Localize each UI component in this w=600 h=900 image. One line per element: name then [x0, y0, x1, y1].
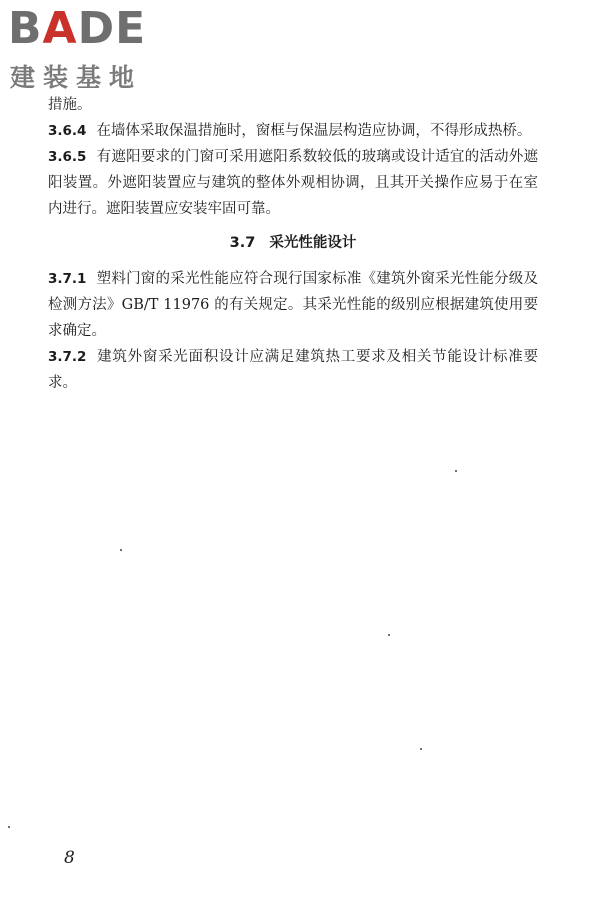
- clause-text: 塑料门窗的采光性能应符合现行国家标准《建筑外窗采光性能分级及检测方法》GB/T 11976 的有关规定。其采光性能的级别应根据建筑使用要求确定。: [48, 271, 538, 339]
- section-heading: [48, 230, 538, 256]
- clause-number: 3.6.5: [48, 149, 87, 165]
- clause-text: 有遮阳要求的门窗可采用遮阳系数较低的玻璃或设计适宜的活动外遮阳装置。外遮阳装置应与建筑的整体外观相协调，且其开关操作应易于在室内进行。遮阳装置应安装牢固可靠。: [48, 149, 538, 217]
- scan-speck: [8, 826, 10, 828]
- scan-speck: [120, 549, 122, 551]
- clause-text: 建筑外窗采光面积设计应满足建筑热工要求及相关节能设计标准要求。: [48, 349, 538, 391]
- logo-wordmark: BADE: [8, 3, 147, 54]
- clause-3-6-4: [48, 118, 538, 144]
- paragraph-continuation: 措施。: [48, 97, 92, 113]
- scan-speck: [420, 748, 422, 750]
- clause-3-7-2: [48, 344, 538, 396]
- bade-logo: [6, 4, 176, 90]
- scan-speck: [455, 470, 457, 472]
- clause-3-7-1: [48, 266, 538, 344]
- clause-3-6-5: [48, 144, 538, 222]
- clause-number: 3.7.2: [48, 349, 87, 365]
- document-body: [48, 92, 538, 396]
- clause-number: 3.7.1: [48, 271, 87, 287]
- section-number: 3.7: [229, 235, 256, 251]
- clause-number: 3.6.4: [48, 123, 87, 139]
- clause-text: 在墙体采取保温措施时，窗框与保温层构造应协调，不得形成热桥。: [96, 123, 532, 139]
- logo-subtitle: 建装基地: [10, 63, 143, 92]
- page-number: 8: [64, 848, 75, 868]
- section-title-text: 采光性能设计: [269, 235, 357, 251]
- scan-speck: [388, 634, 390, 636]
